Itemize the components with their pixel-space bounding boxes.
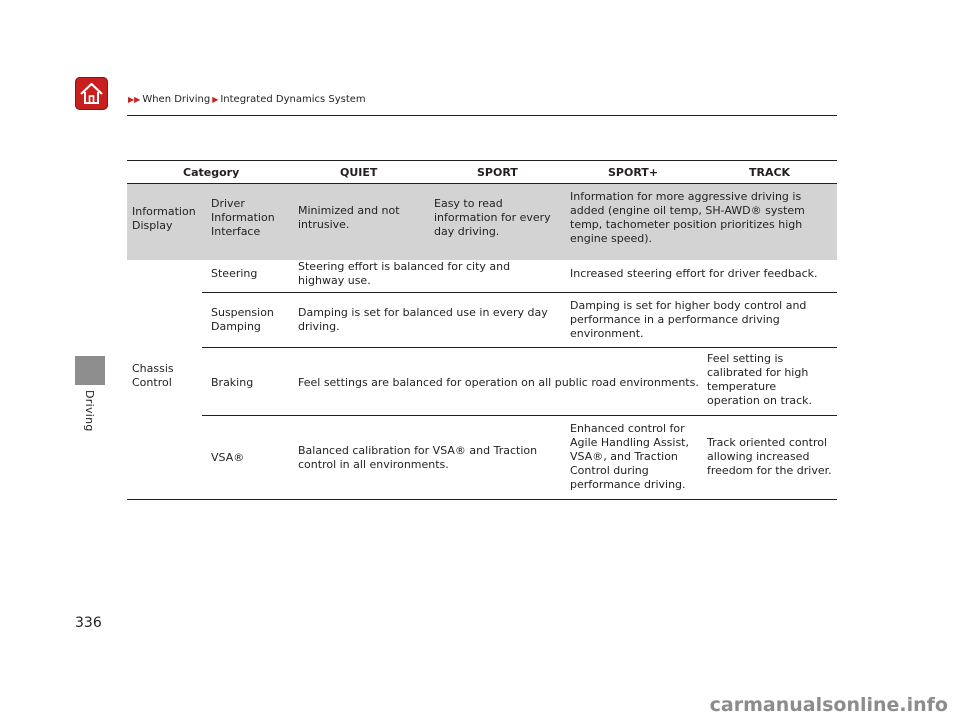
chassis-category: Chassis Control <box>132 362 174 389</box>
row-divider <box>202 415 837 416</box>
header-sport-plus: SPORT+ <box>608 166 659 179</box>
info-subcategory: Driver Information Interface <box>211 197 275 238</box>
suspension-sport-plus-track: Damping is set for higher body control and performance in a performance driving environment. <box>570 299 807 340</box>
header-divider <box>127 115 837 116</box>
header-track: TRACK <box>749 166 791 179</box>
side-tab-label: Driving <box>83 390 96 432</box>
info-sport: Easy to read information for every day driving. <box>434 197 551 238</box>
row-divider <box>202 292 837 293</box>
breadcrumb-link-integrated-dynamics[interactable]: Integrated Dynamics System <box>220 94 366 105</box>
vsa-quiet-sport: Balanced calibration for VSA® and Traction control in all environments. <box>298 444 538 471</box>
steering-label: Steering <box>211 267 258 280</box>
watermark-logo: carmanualsonline.info <box>709 694 948 716</box>
home-icon <box>78 80 105 107</box>
braking-track: Feel setting is calibrated for high temperature operation on track. <box>707 352 812 407</box>
vsa-track: Track oriented control allowing increased freedom for the driver. <box>707 436 832 477</box>
header-category: Category <box>183 166 240 179</box>
info-category: Information Display <box>132 205 196 232</box>
info-sport-plus-track: Information for more aggressive driving is added (engine oil temp, SH-AWD® system temp, tachometer position prioritizes high engine speed). <box>570 190 805 245</box>
table-header <box>127 160 837 184</box>
suspension-label: Suspension Damping <box>211 306 274 333</box>
vsa-sport-plus: Enhanced control for Agile Handling Assist, VSA®, and Traction Control during performance driving. <box>570 422 689 491</box>
steering-sport-plus-track: Increased steering effort for driver feedback. <box>570 267 818 280</box>
side-tab-driving[interactable] <box>75 356 105 385</box>
table-bottom-rule <box>127 499 837 500</box>
page-number: 336 <box>75 615 102 631</box>
info-quiet: Minimized and not intrusive. <box>298 204 400 231</box>
header-quiet: QUIET <box>340 166 378 179</box>
header-sport: SPORT <box>477 166 518 179</box>
vsa-label: VSA® <box>211 451 245 464</box>
breadcrumb <box>128 94 366 105</box>
breadcrumb-arrow-icon: ▶▶ <box>128 95 141 104</box>
braking-quiet-to-sport-plus: Feel settings are balanced for operation on all public road environments. <box>298 376 699 389</box>
breadcrumb-link-when-driving[interactable]: When Driving <box>142 94 211 105</box>
suspension-quiet-sport: Damping is set for balanced use in every day driving. <box>298 306 548 333</box>
row-divider <box>202 347 837 348</box>
braking-label: Braking <box>211 376 254 389</box>
home-button[interactable] <box>75 77 108 110</box>
steering-quiet-sport: Steering effort is balanced for city and highway use. <box>298 260 511 287</box>
breadcrumb-arrow-icon: ▶ <box>212 95 219 104</box>
